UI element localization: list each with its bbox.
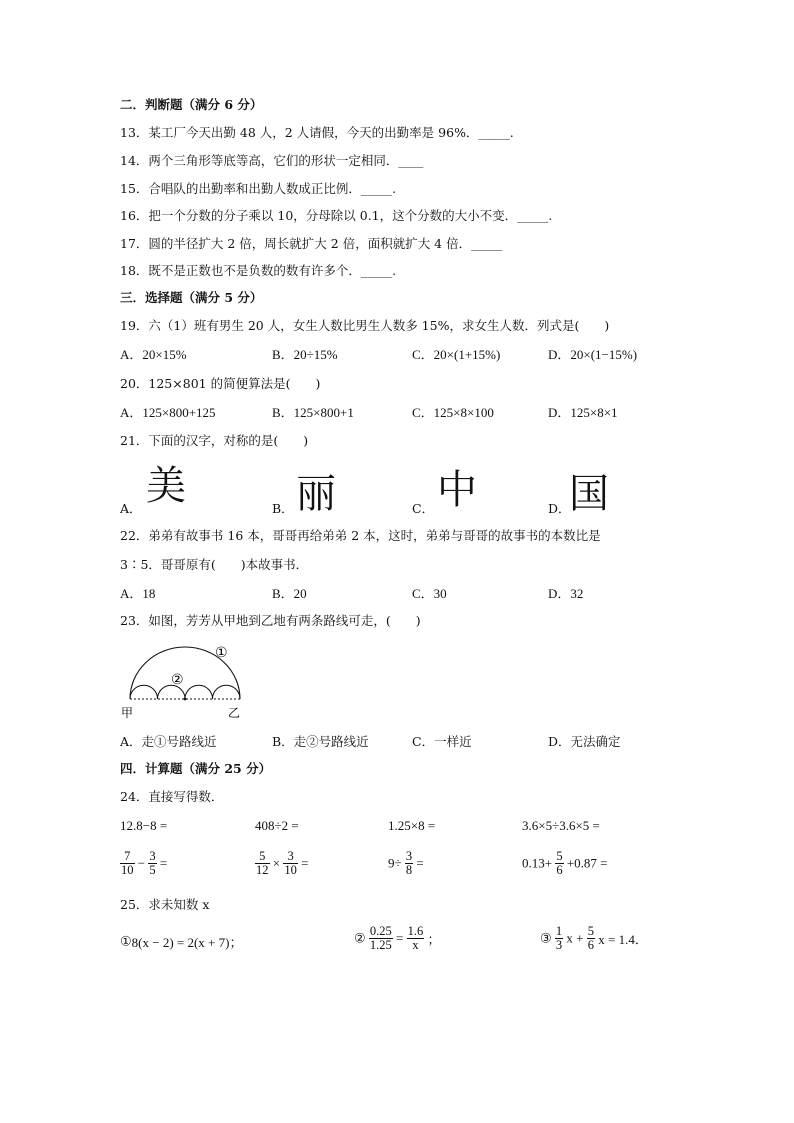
fraction: $\frac{3}{10}$ bbox=[284, 849, 297, 877]
q19-option-c: C．20×(1+15%) bbox=[412, 347, 501, 362]
route-diagram bbox=[118, 638, 248, 722]
q21-char-mei: 美 bbox=[146, 463, 186, 509]
q21-char-zhong: 中 bbox=[437, 467, 477, 513]
q23-option-a: A．走①号路线近 bbox=[120, 734, 217, 749]
fraction: $\frac{1}{3}$ bbox=[555, 924, 563, 952]
q19-option-b: B．20÷15% bbox=[272, 347, 338, 362]
question-17: 17．圆的半径扩大 2 倍，周长就扩大 2 倍，面积就扩大 4 倍．_____ bbox=[120, 236, 503, 251]
route-2-arc-1 bbox=[130, 685, 158, 699]
fraction: $\frac{5}{6}$ bbox=[587, 924, 594, 952]
section-title-choice: 三．选择题（满分 5 分） bbox=[120, 290, 263, 305]
q19-option-d: D．20×(1−15%) bbox=[548, 347, 638, 362]
q24-item-8: 0.13+ $\frac{5}{6}$ +0.87 = bbox=[522, 849, 608, 877]
q21-option-c-label: C． bbox=[412, 501, 435, 516]
question-13: 13．某工厂今天出勤 48 人，2 人请假，今天的出勤率是 96%．_____. bbox=[120, 125, 514, 140]
fraction: $\frac{3}{5}$ bbox=[149, 849, 156, 877]
fraction: $\frac{1.6}{x}$ bbox=[407, 924, 424, 952]
q24-item-2: 408÷2 = bbox=[255, 818, 299, 833]
center-point bbox=[184, 698, 187, 701]
question-24-stem: 24．直接写得数． bbox=[120, 789, 224, 804]
q22-option-c: C．30 bbox=[412, 586, 447, 601]
route-2-arc-3 bbox=[185, 685, 213, 699]
question-14: 14．两个三角形等底等高，它们的形状一定相同．____ bbox=[120, 153, 424, 168]
q24-item-7: 9÷ $\frac{3}{8}$ = bbox=[388, 849, 424, 877]
question-23-stem: 23．如图，芳芳从甲地到乙地有两条路线可走，( ) bbox=[120, 613, 421, 628]
question-19-stem: 19．六（1）班有男生 20 人，女生人数比男生人数多 15%，求女生人数．列式是( ) bbox=[120, 318, 610, 333]
q24-item-3: 1.25×8 = bbox=[388, 818, 436, 833]
q20-option-a: A．125×800+125 bbox=[120, 405, 216, 420]
q22-option-b: B．20 bbox=[272, 586, 307, 601]
q21-option-d-label: D． bbox=[548, 501, 571, 516]
q25-equation-3: ③ $\frac{1}{3}$ x + $\frac{5}{6}$ x = 1.4． bbox=[540, 924, 648, 952]
q23-option-b: B．走②号路线近 bbox=[272, 734, 369, 749]
question-20-stem: 20．125×801 的简便算法是( ) bbox=[120, 376, 321, 391]
fraction: $\frac{7}{10}$ bbox=[121, 849, 134, 877]
q24-item-5: $\frac{7}{10}$ − $\frac{3}{5}$ = bbox=[121, 849, 168, 877]
q20-option-c: C．125×8×100 bbox=[412, 405, 494, 420]
question-15: 15．合唱队的出勤率和出勤人数成正比例．_____. bbox=[120, 181, 397, 196]
question-18: 18．既不是正数也不是负数的数有许多个．_____. bbox=[120, 263, 397, 278]
q23-option-d: D．无法确定 bbox=[548, 734, 621, 749]
route-2-label: ② bbox=[171, 672, 184, 688]
q22-option-d: D．32 bbox=[548, 586, 584, 601]
fraction: $\frac{5}{6}$ bbox=[556, 849, 563, 877]
q21-char-li: 丽 bbox=[296, 471, 336, 517]
fraction: $\frac{0.25}{1.25}$ bbox=[369, 924, 392, 952]
q22-option-a: A．18 bbox=[120, 586, 156, 601]
question-22-stem-line1: 22．弟弟有故事书 16 本，哥哥再给弟弟 2 本，这时，弟弟与哥哥的故事书的本数比是 bbox=[120, 528, 601, 543]
q25-equation-2: ② $\frac{0.25}{1.25}$ = $\frac{1.6}{x}$ ； bbox=[354, 924, 441, 952]
question-22-stem-line2: 3∶5．哥哥原有( )本故事书． bbox=[120, 557, 309, 572]
q21-char-guo: 国 bbox=[569, 471, 609, 517]
question-16: 16．把一个分数的分子乘以 10，分母除以 0.1，这个分数的大小不变．_____. bbox=[120, 208, 553, 223]
q19-option-a: A．20×15% bbox=[120, 347, 187, 362]
question-25-stem: 25．求未知数 x bbox=[120, 897, 210, 912]
end-label: 乙 bbox=[228, 706, 241, 720]
fraction: $\frac{5}{12}$ bbox=[256, 849, 269, 877]
q20-option-d: D．125×8×1 bbox=[548, 405, 618, 420]
q23-option-c: C．一样近 bbox=[412, 734, 472, 749]
section-title-judgement: 二．判断题（满分 6 分） bbox=[120, 97, 263, 112]
section-title-calculation: 四．计算题（满分 25 分） bbox=[120, 761, 272, 776]
q24-item-6: $\frac{5}{12}$ × $\frac{3}{10}$ = bbox=[256, 849, 309, 877]
q21-option-b-label: B． bbox=[272, 501, 294, 516]
question-21-stem: 21．下面的汉字，对称的是( ) bbox=[120, 433, 309, 448]
fraction: $\frac{3}{8}$ bbox=[405, 849, 413, 877]
route-1-label: ① bbox=[215, 645, 228, 661]
route-2-arc-4 bbox=[213, 685, 241, 699]
q21-option-a-label: A． bbox=[120, 501, 142, 516]
start-label: 甲 bbox=[121, 706, 134, 720]
q20-option-b: B．125×800+1 bbox=[272, 405, 354, 420]
q25-equation-1: ①8(x − 2) = 2(x + 7)； bbox=[120, 933, 243, 950]
q24-item-4: 3.6×5÷3.6×5 = bbox=[522, 818, 600, 833]
q24-item-1: 12.8−8 = bbox=[120, 818, 168, 833]
